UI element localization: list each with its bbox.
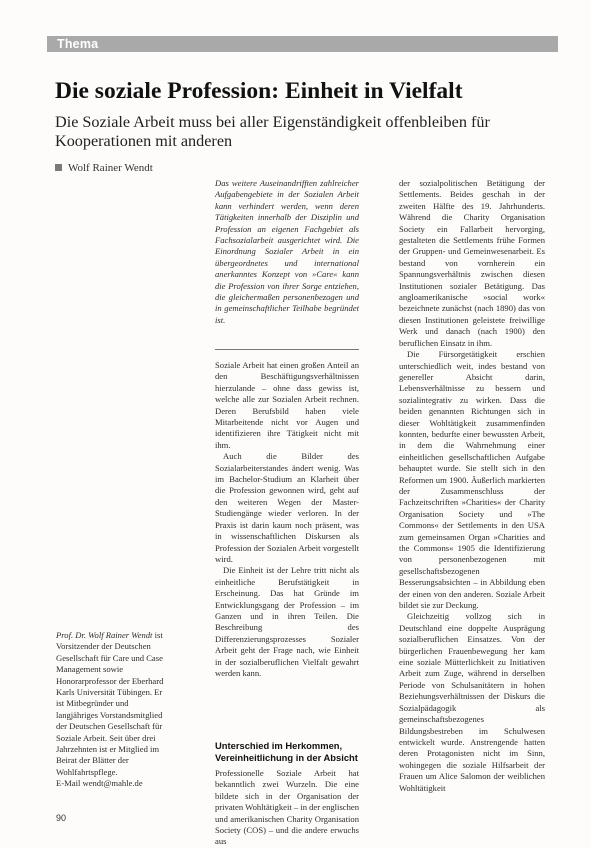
author-byline — [55, 162, 153, 174]
bullet-square-icon — [55, 164, 62, 171]
section-banner — [47, 36, 558, 52]
body-paragraph: Soziale Arbeit hat einen großen Anteil an den Beschäftigungsverhältnissen hierzulande – ohne dass gewiss ist, welche alle zur Sozialen Arbeit rechnen. Deren Berufsbild haben viele Mitarbeitende nicht vor Augen und identifizieren ihre Tätigkeit nicht mit ihm. — [215, 360, 359, 450]
article-title: Die soziale Profession: Einheit in Vielfalt — [55, 78, 463, 104]
bio-email: E-Mail wendt@mahle.de — [56, 778, 143, 789]
page-number: 90 — [56, 813, 67, 823]
middle-column — [215, 360, 359, 679]
article-subtitle: Die Soziale Arbeit muss bei aller Eigenständigkeit offenbleiben für Kooperationen mit anderen — [55, 113, 490, 150]
lead-paragraph: Das weitere Auseinandrifften zahlreicher Aufgabengebiete in der Sozialen Arbeit kann verhindert werden, wenn deren Tätigkeiten innerhalb der Disziplin und Profession an eigenen Fachgebiet als Fachsozialarbeit ausgerichtet wird. Die Einordnung Sozialer Arbeit in ein übergeordnetes und international anerkanntes Konzept von »Care« kann die Profession von ihrer Sorge entziehen, die gleichermaßen personenbezogen und in gemeinschaftlicher Teilhabe begründet ist. — [215, 178, 359, 325]
bio-author-name: Prof. Dr. Wolf Rainer Wendt — [56, 630, 153, 640]
body-paragraph: Die Einheit ist der Lehre tritt nicht als einheitliche Berufstätigkeit in Erscheinung. Das hat Gründe im Entwicklungsgang der Profession – im Ganzen und in ihren Teilen. Die Beschreibung des Differenzierungsprozesses Sozialer Arbeit geht der Frage nach, wie Einheit in der sozialberuflichen Vielfalt gewahrt werden kann. — [215, 565, 359, 678]
lead-divider — [215, 349, 359, 350]
article-lead — [215, 178, 359, 326]
body-paragraph: Die Fürsorgetätigkeit erschien unterschiedlich weit, indes bestand von genereller Absicht darin, Lebensverhältnisse zu bessern und sozialintegrativ zu wirken. Dass die beiden genannten Richtungen sich in dieser Wohltätigkeit zusammenfinden konnten, bedurfte einer bewussten Arbeit, in dem die Wahrnehmung einer einheitlichen gesellschaftlichen Aufgabe behauptet wurde. Sie stellt sich in den Reformen um 1900. Äußerlich markierten der Zusammenschluss der Fachzeitschriften »Charities« der Charity Organisation Society und »The Commons« der Settlements in den USA zum gemeinsamen Organ »Charities and the Commons« 1905 die Identifizierung von personenbezogenen mit gesellschaftsbezogenen Besserungsabsichten – in Abbildung eben der einen von den anderen. Soziale Arbeit bildet sie zur Deckung. — [399, 349, 545, 611]
bio-text: ist Vorsitzender der Deutschen Gesellschaft für Care und Case Management sowie Honorarprofessor der Eberhard Karls Universität Tübingen. Er ist Mitbegründer und langjähriges Vorstandsmitglied der Deutschen Gesellschaft für Soziale Arbeit. Seit über drei Jahrzehnten ist er Mitglied im Beirat der Blätter der Wohlfahrtspflege. — [56, 630, 164, 777]
section-label: Thema — [57, 37, 99, 51]
body-paragraph: Professionelle Soziale Arbeit hat bekanntlich zwei Wurzeln. Die eine bildete sich in der Organisation der privaten Wohltätigkeit – in der englischen und amerikanischen Charity Organisation Society (COS) – und die andere erwuchs aus — [215, 768, 360, 847]
author-bio — [56, 630, 166, 790]
middle-column-lower — [215, 768, 359, 848]
right-column — [399, 178, 545, 794]
body-paragraph: Auch die Bilder des Sozialarbeiterstandes ändert wenig. Was im Bachelor-Studium an Klarheit über die Profession gewonnen wird, geht auf den weiteren Wegen der Master-Studiengänge wieder verloren. In der Praxis ist darin kaum noch präsent, was in wissenschaftlichen Diskursen als Profession der Sozialen Arbeit vorgestellt wird. — [215, 451, 359, 564]
section-heading: Unterschied im Herkommen, Vereinheitlichung in der Absicht — [215, 740, 358, 763]
body-paragraph: der sozialpolitischen Betätigung der Settlements. Beides geschah in der zweiten Hälfte des 19. Jahrhunderts. Während die Charity Organisation Society ein Fallarbeit hervorging, gestalteten die Settlements frühe Formen der Gruppen- und Gemeinwesenarbeit. Es bestand von vornherein ein Spannungsverhältnis zwischen diesen Institutionen sozialer Betätigung. Das angloamerikanische »social work« bezeichnete zunächst (nach 1890) das von diesen Institutionen geleistete freiwillige Werk und danach (nach 1900) den beruflichen Einsatz in ihm. — [399, 178, 545, 348]
body-paragraph: Gleichzeitig vollzog sich in Deutschland eine doppelte Ausprägung sozialberuflichen Einsatzes. Von der bürgerlichen Frauenbewegung her kam eine soziale Mütterlichkeit zu Initiativen Arbeit zum Zuge, während in derselben Periode von Schulsanitätern in hohen Beziehungsverhältnissen der Diskurs die Sozialpädagogik als gemeinschaftsbezogenes Bildungsbestreben im Schulwesen entwickelt wurde. Anstrengende hatten deren Protagonisten nicht im Sinn, wohingegen die soziale Hilfsarbeit der Frauen um Alice Salomon der weiblichen Wohltätigkeit — [399, 611, 545, 793]
author-name: Wolf Rainer Wendt — [68, 162, 153, 174]
